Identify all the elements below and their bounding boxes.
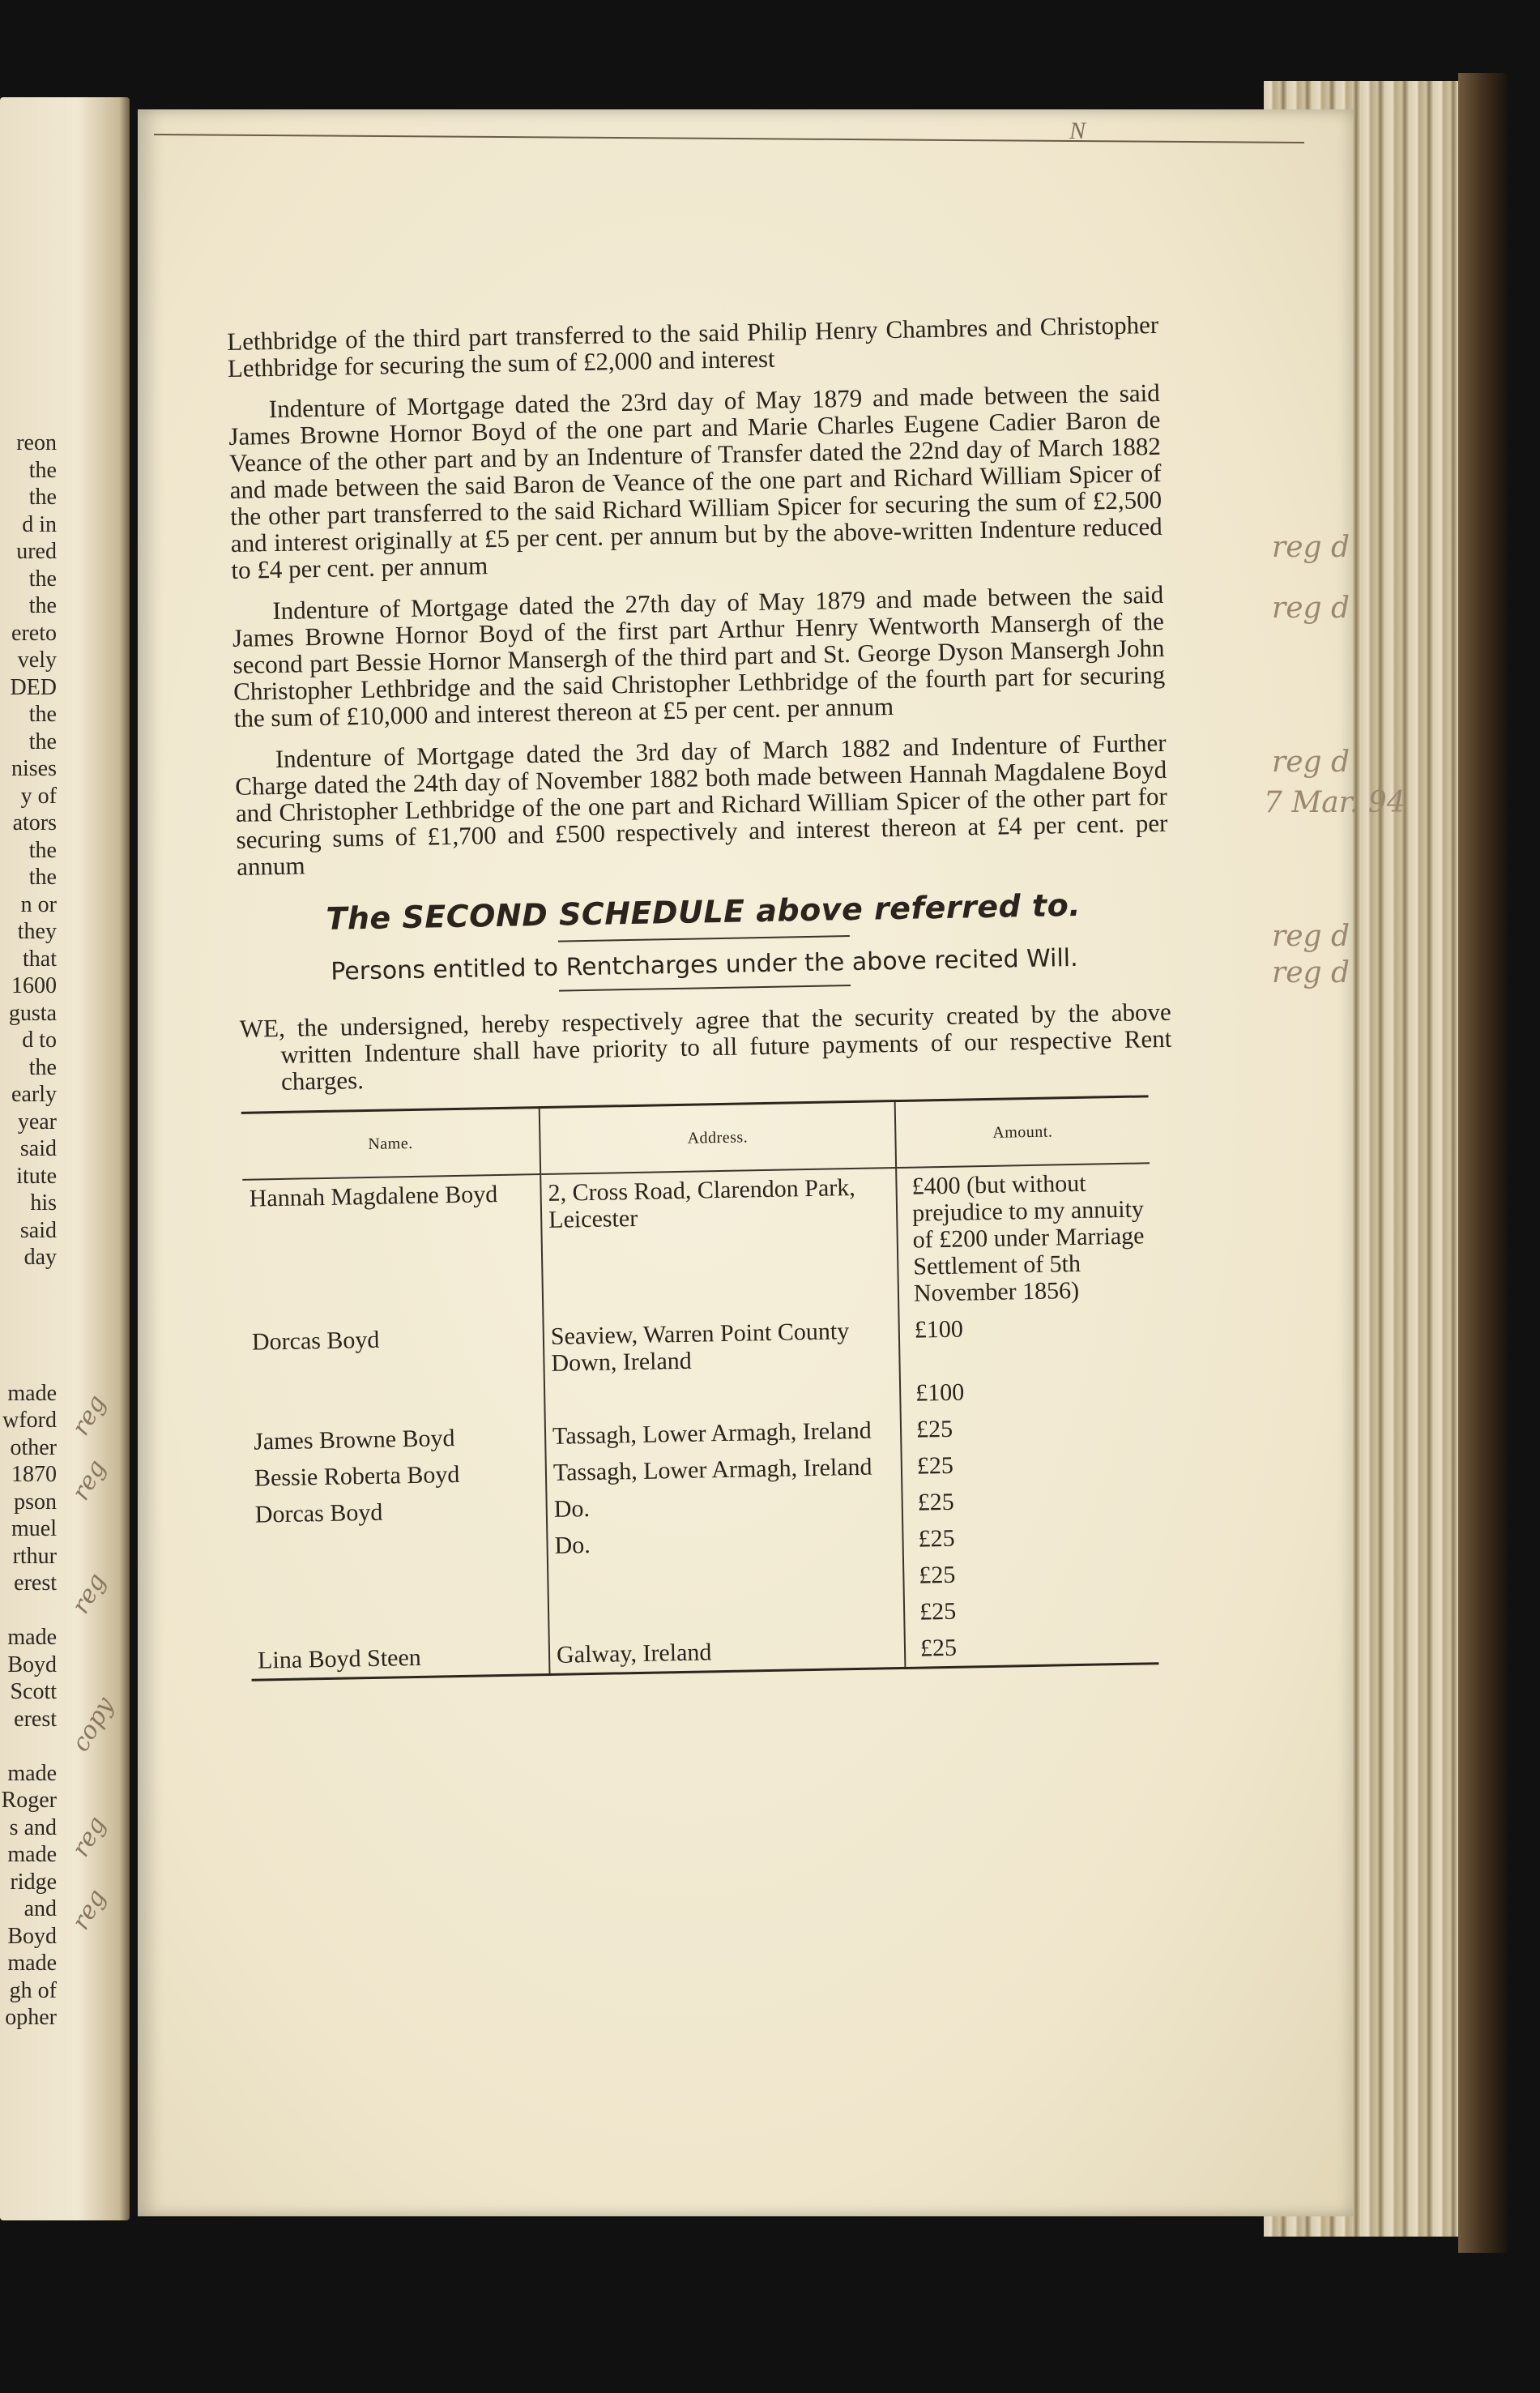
name-cell: Dorcas Boyd (254, 1498, 383, 1528)
agreement-text: WE, the undersigned, hereby respectively agree that the security created by the above written Indenture shall have priority to all future payments of our respective Rent charges. (239, 997, 1172, 1096)
handwritten-note: reg (66, 1568, 112, 1619)
book-edge (1458, 73, 1507, 2253)
name-cell (250, 1600, 549, 1643)
left-page-word: nises (11, 756, 57, 781)
page-content (227, 311, 1183, 1682)
left-page-word: muel (11, 1516, 57, 1541)
left-page-word: the (28, 729, 57, 754)
left-page-word: other (10, 1434, 57, 1460)
divider (559, 985, 851, 992)
left-page-margin-notes (63, 1390, 128, 2091)
left-page-word: ereto (11, 620, 57, 646)
left-page-word: the (28, 485, 57, 510)
left-page-word: Roger (1, 1788, 57, 1813)
address-cell: Seaview, Warren Point County Down, Ireland (543, 1312, 899, 1382)
amount-cell: £25 (919, 1634, 958, 1662)
handwritten-note: reg (66, 1390, 112, 1441)
address-cell (544, 1375, 901, 1418)
left-page-word: gusta (8, 1000, 57, 1026)
paragraph: Indenture of Mortgage dated the 27th day of May 1879 and made between the said James Browne Hornor Boyd of the first part Arthur Henry Wentworth Mansergh of the second part Bessie Hornor Mansergh of the third part and St. George Dyson Mansergh John Christopher Lethbridge and the said Christopher Lethbridge of the fourth part for securing the sum of £10,000 and interest thereon at £5 per cent. per annum (232, 579, 1166, 733)
handwritten-note: reg d (1272, 592, 1350, 625)
address-cell: Galway, Ireland (549, 1630, 906, 1675)
left-page-word: the (28, 457, 57, 483)
left-page-word: made (7, 1625, 57, 1650)
left-page-word: d in (22, 511, 57, 537)
left-page-word: Boyd (7, 1652, 57, 1677)
left-page-word (0, 1271, 57, 1299)
rentcharge-table (241, 1095, 1159, 1681)
handwritten-note: reg d (1272, 746, 1350, 779)
left-page-word: made (7, 1951, 57, 1976)
left-page-word: the (28, 566, 57, 592)
left-page-word: the (28, 865, 57, 890)
handwritten-note: reg d (1272, 956, 1350, 989)
paragraph: Indenture of Mortgage dated the 23rd day of May 1879 and made between the said James Browne Hornor Boyd of the one part and Marie Charles Eugene Cadier Baron de Veance of the other part and by an Indenture of Transfer dated the 22nd day of March 1882 and made between the said Baron de Veance of the one part and Richard William Spicer of the other part transferred to the said Richard William Spicer for securing the sum of £2,500 and interest originally at £5 per cent. per annum but by the above-written Indenture reduced to £4 per cent. per annum (228, 378, 1162, 584)
amount-cell: £25 (916, 1451, 954, 1480)
left-page-word: DED (10, 674, 57, 700)
amount-cell: £100 (914, 1315, 964, 1344)
left-page-word: ured (16, 539, 57, 564)
left-page-word (0, 1733, 57, 1760)
name-cell (250, 1564, 548, 1606)
handwritten-note: 7 Mar. 94 (1264, 786, 1406, 819)
left-page-word: made (7, 1760, 57, 1786)
left-page-word: wford (2, 1408, 57, 1433)
column-header-amount: Amount. (895, 1096, 1150, 1168)
left-page-word: y of (20, 783, 57, 809)
left-page-word: 1600 (11, 973, 57, 998)
left-page-word: rthur (12, 1543, 57, 1569)
header-rule (154, 134, 1304, 143)
name-cell: Bessie Roberta Boyd (254, 1460, 460, 1492)
left-page-word: Boyd (7, 1923, 57, 1949)
left-page-word: that (23, 946, 57, 972)
name-cell: Hannah Magdalene Boyd (249, 1181, 498, 1212)
persons-heading: Persons entitled to Rentcharges under the above recited Will. (331, 943, 1078, 986)
amount-cell: £25 (919, 1561, 956, 1589)
left-page-word: they (17, 919, 57, 944)
amount-cell: £100 (915, 1378, 965, 1407)
left-page-word (0, 1298, 57, 1326)
left-page-word: ators (12, 810, 57, 835)
left-page-text (0, 429, 57, 2032)
address-cell: Do. (547, 1521, 903, 1564)
handwritten-note: reg (66, 1811, 112, 1862)
corner-annotation: N (1069, 118, 1086, 144)
address-cell: Tassagh, Lower Armagh, Ireland (546, 1448, 902, 1491)
left-page-word: n or (20, 891, 57, 917)
left-page-word: d to (22, 1028, 57, 1053)
left-page-word (0, 1326, 57, 1353)
left-page-word: the (28, 702, 57, 727)
handwritten-note: copy (66, 1692, 120, 1757)
left-page-word: the (28, 1054, 57, 1080)
left-page-word: said (19, 1136, 57, 1161)
table-body (242, 1163, 1158, 1680)
handwritten-note: reg d (1272, 531, 1350, 564)
left-page-word: erest (14, 1570, 57, 1596)
left-page-word: gh of (9, 1977, 57, 2003)
left-page-word: 1870 (11, 1462, 57, 1487)
amount-cell: £25 (918, 1524, 955, 1553)
left-page-word: opher (5, 2005, 57, 2030)
name-cell: Lina Boyd Steen (257, 1643, 422, 1674)
left-page-word: day (23, 1245, 57, 1270)
left-page-word: the (28, 593, 57, 618)
left-page-word: erest (14, 1706, 57, 1732)
address-cell (548, 1594, 905, 1637)
address-cell (548, 1558, 904, 1600)
left-page-word: vely (17, 647, 57, 673)
name-cell (246, 1382, 545, 1424)
left-page-word: and (23, 1896, 57, 1921)
left-page-word: year (17, 1109, 57, 1135)
column-header-name: Name. (241, 1108, 540, 1180)
address-cell: Tassagh, Lower Armagh, Ireland (545, 1412, 902, 1455)
handwritten-note: reg d (1272, 920, 1350, 953)
column-header-address: Address. (540, 1101, 896, 1175)
name-cell: Dorcas Boyd (251, 1326, 380, 1356)
left-page-word: his (30, 1190, 57, 1216)
right-margin-notes (1264, 515, 1406, 1082)
left-page-word: early (11, 1082, 57, 1107)
name-cell (249, 1528, 548, 1570)
left-page (0, 97, 130, 2220)
amount-cell: £25 (915, 1415, 953, 1443)
left-page-word: made (7, 1842, 57, 1867)
handwritten-note: reg (66, 1455, 112, 1506)
left-page-word: ridge (10, 1869, 57, 1895)
left-page-word: made (7, 1380, 57, 1406)
divider (558, 935, 850, 942)
amount-cell: £25 (917, 1488, 954, 1516)
schedule-title: The SECOND SCHEDULE above referred to. (326, 887, 1081, 937)
left-page-word: s and (9, 1814, 57, 1840)
amount-cell: £25 (919, 1597, 957, 1626)
left-page-word: pson (14, 1489, 57, 1515)
paragraph: Lethbridge of the third part transferred to the said Philip Henry Chambres and Christopher Lethbridge for securing the sum of £2,000 and interest (226, 310, 1159, 382)
left-page-word: said (19, 1217, 57, 1243)
left-page-word: reon (16, 430, 57, 455)
table-row (242, 1163, 1152, 1323)
address-cell: 2, Cross Road, Clarendon Park, Leicester (540, 1168, 898, 1318)
left-page-word (0, 1352, 57, 1380)
address-cell: Do. (546, 1485, 902, 1528)
left-page-word: Scott (10, 1679, 57, 1704)
right-page (138, 109, 1406, 2216)
left-page-word: the (28, 837, 57, 863)
left-page-word: itute (16, 1163, 57, 1189)
left-page-word (0, 1597, 57, 1625)
paragraph: Indenture of Mortgage dated the 3rd day of March 1882 and Indenture of Further Charge dated the 24th day of November 1882 both made between Hannah Magdalene Boyd and Christopher Lethbridge of the one part and Richard William Spicer of the other part for securing sums of £1,700 and £500 respectively and interest thereon at £4 per cent. per annum (235, 728, 1168, 881)
handwritten-note: reg (66, 1884, 112, 1935)
name-cell: James Browne Boyd (253, 1425, 455, 1455)
amount-cell: £400 (but without prejudice to my annuity of £200 under Marriage Settlement of 5th November 1856) (911, 1169, 1145, 1307)
